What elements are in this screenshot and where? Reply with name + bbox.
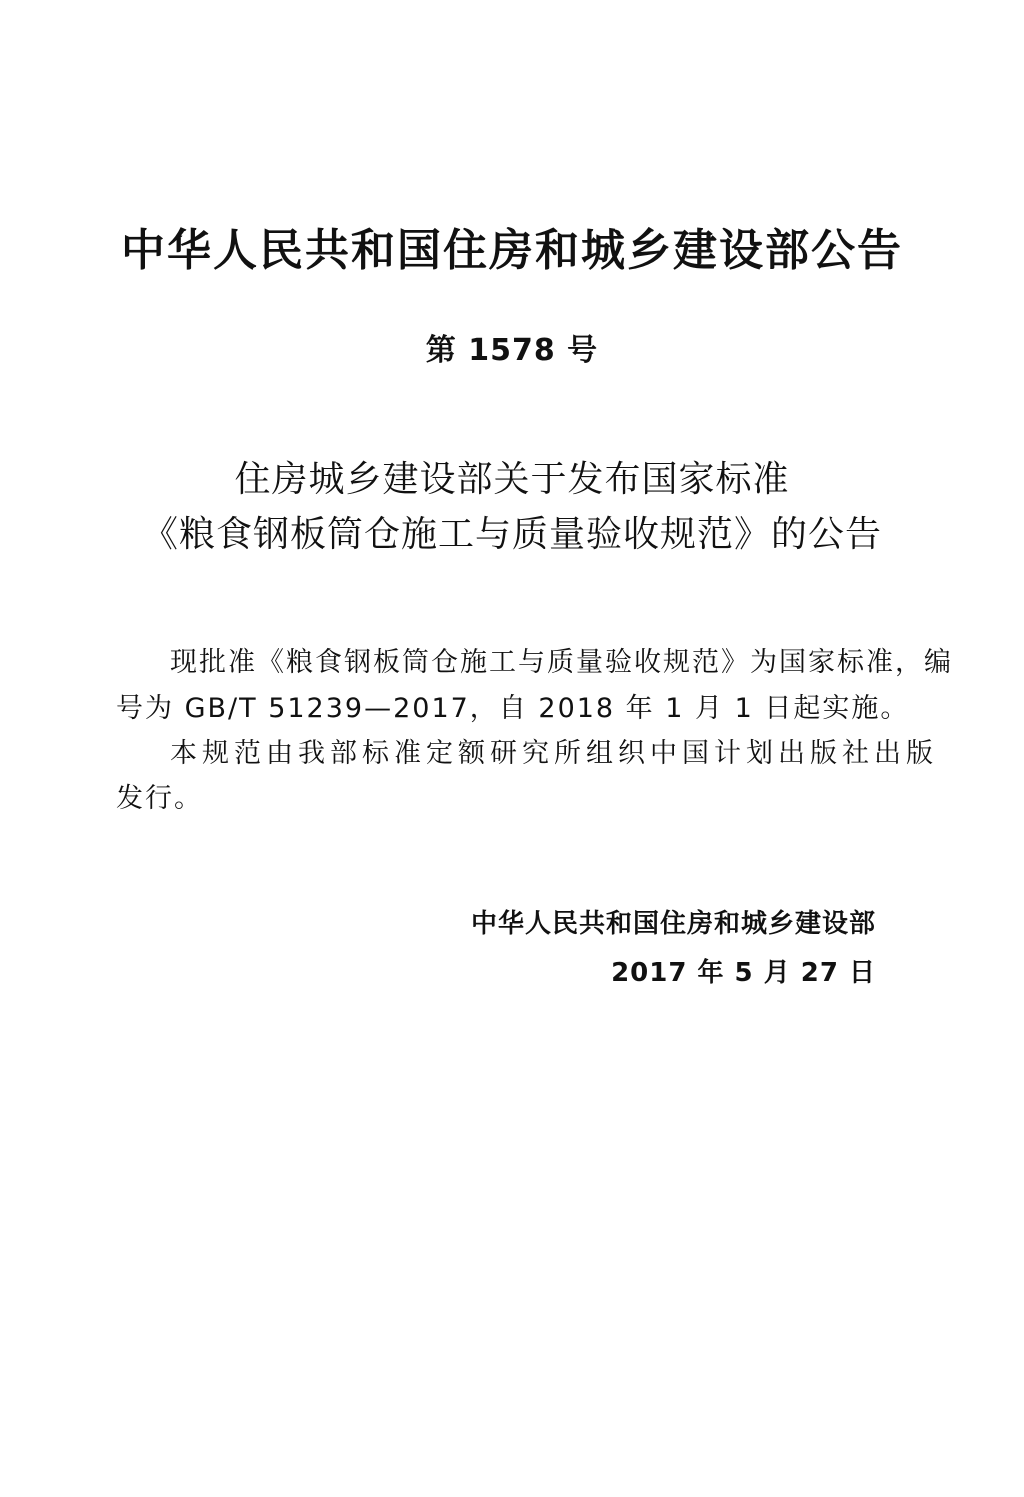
paragraph-2-line-2: 发行。 bbox=[116, 783, 203, 814]
signature-date: 2017 年 5 月 27 日 bbox=[611, 958, 876, 988]
paragraph-1-line-2: 号为 GB/T 51239—2017，自 2018 年 1 月 1 日起实施。 bbox=[116, 693, 910, 724]
paragraph-1-line-1: 现批准《粮食钢板筒仓施工与质量验收规范》为国家标准，编 bbox=[170, 647, 953, 678]
subtitle-line-1: 住房城乡建设部关于发布国家标准 bbox=[234, 459, 790, 500]
announcement-number: 第 1578 号 bbox=[425, 333, 599, 368]
paragraph-2-line-1: 本规范由我部标准定额研究所组织中国计划出版社出版 bbox=[170, 738, 938, 769]
announcement-title: 中华人民共和国住房和城乡建设部公告 bbox=[121, 225, 903, 276]
subtitle-line-2: 《粮食钢板筒仓施工与质量验收规范》的公告 bbox=[141, 514, 882, 555]
signature-organization: 中华人民共和国住房和城乡建设部 bbox=[470, 909, 876, 939]
